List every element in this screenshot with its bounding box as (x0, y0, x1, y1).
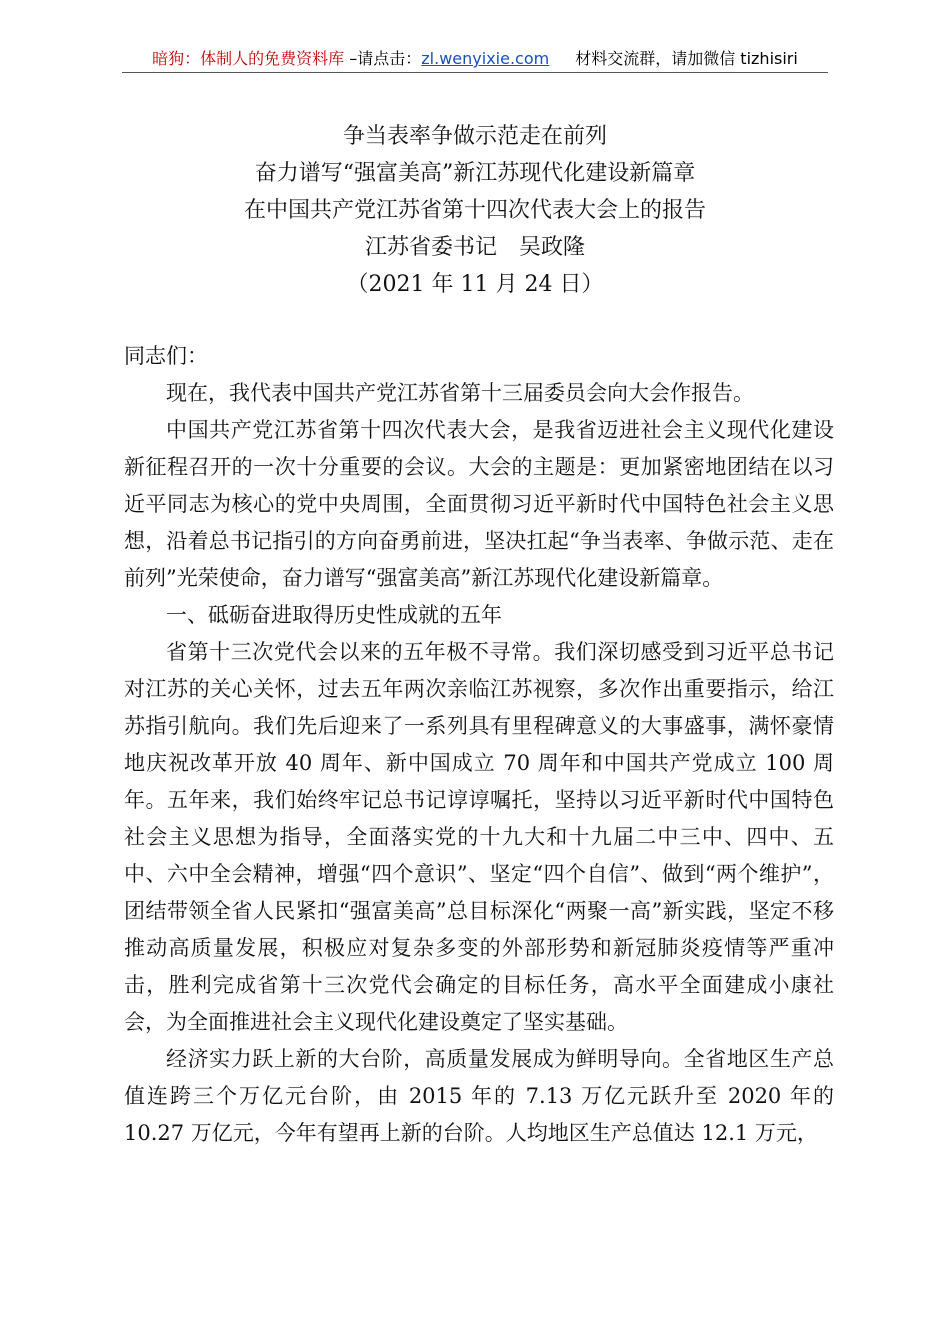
document-body (124, 338, 834, 1152)
section-heading: 一、砥砺奋进取得历史性成就的五年 (166, 603, 502, 627)
title-line-2: 奋力谱写“强富美高”新江苏现代化建设新篇章 (254, 161, 696, 186)
header-prompt: –请点击： (344, 49, 422, 68)
header-group-note: 材料交流群，请加微信 tizhisiri (575, 49, 798, 68)
title-line-1: 争当表率争做示范走在前列 (342, 124, 607, 149)
header-brand: 暗狗：体制人的免费资料库 (152, 49, 345, 68)
date-line: （2021 年 11 月 24 日） (346, 272, 604, 297)
author-line: 江苏省委书记 吴政隆 (364, 235, 585, 260)
site-header (0, 46, 950, 74)
header-divider (122, 72, 828, 73)
paragraph-intro: 现在，我代表中国共产党江苏省第十三届委员会向大会作报告。 (166, 381, 754, 405)
greeting: 同志们： (124, 344, 208, 368)
paragraph-congress: 中国共产党江苏省第十四次代表大会，是我省迈进社会主义现代化建设新征程召开的一次十分重要的会议。大会的主题是：更加紧密地团结在以习近平同志为核心的党中央周围，全面贯彻习近平新时代中国特色社会主义思想，沿着总书记指引的方向奋勇前进，坚决扛起“争当表率、争做示范、走在前列”光荣使命，奋力谱写“强富美高”新江苏现代化建设新篇章。 (124, 418, 834, 590)
title-block (0, 118, 950, 303)
paragraph-economy: 经济实力跃上新的大台阶，高质量发展成为鲜明导向。全省地区生产总值连跨三个万亿元台阶，由 2015 年的 7.13 万亿元跃升至 2020 年的 10.27 万亿元，今年有望再上新的台阶。人均地区生产总值达 12.1 万元， (124, 1047, 834, 1145)
paragraph-five-years: 省第十三次党代会以来的五年极不寻常。我们深切感受到习近平总书记对江苏的关心关怀，过去五年两次亲临江苏视察，多次作出重要指示，给江苏指引航向。我们先后迎来了一系列具有里程碑意义的大事盛事，满怀豪情地庆祝改革开放 40 周年、新中国成立 70 周年和中国共产党成立 100 周年。五年来，我们始终牢记总书记谆谆嘱托，坚持以习近平新时代中国特色社会主义思想为指导，全面落实党的十九大和十九届二中三中、四中、五中、六中全会精神，增强“四个意识”、坚定“四个自信”、做到“两个维护”，团结带领全省人民紧扣“强富美高”总目标深化“两聚一高”新实践，坚定不移推动高质量发展，积极应对复杂多变的外部形势和新冠肺炎疫情等严重冲击，胜利完成省第十三次党代会确定的目标任务，高水平全面建成小康社会，为全面推进社会主义现代化建设奠定了坚实基础。 (124, 640, 834, 1034)
header-link[interactable]: zl.wenyixie.com (421, 49, 550, 68)
title-line-3: 在中国共产党江苏省第十四次代表大会上的报告 (243, 198, 706, 223)
